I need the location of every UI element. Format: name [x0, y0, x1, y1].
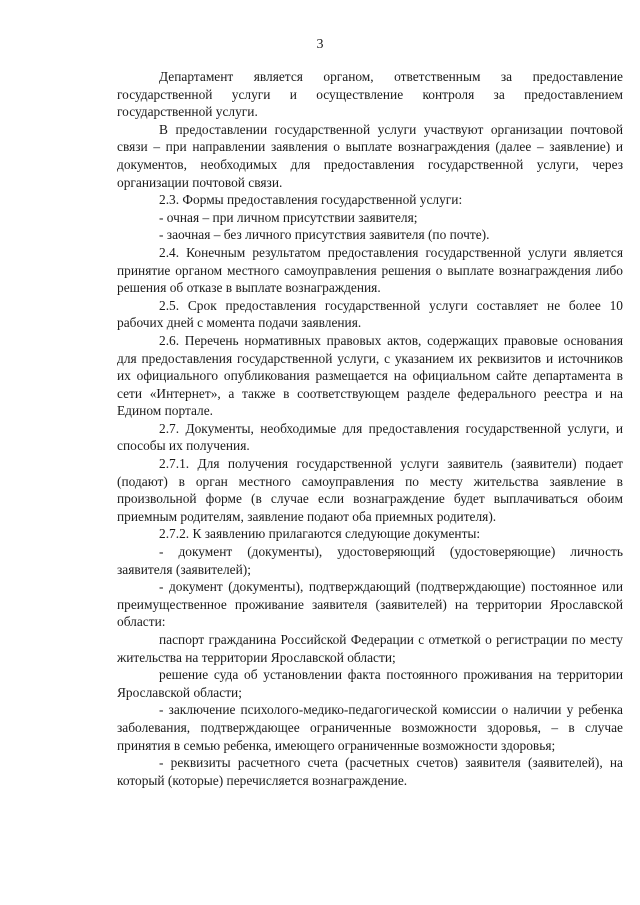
paragraph-2-4-result: 2.4. Конечным результатом предоставления государственной услуги является принятие органом местного самоуправления решения о выплате вознаграждения либо решения об отказе в выплате вознаграждения. — [117, 244, 623, 296]
list-item-pmpk-conclusion: - заключение психолого-медико-педагогической комиссии о наличии у ребенка заболевания, подтверждающее ограниченные возможности здоровья, – в случае принятия в семью ребенка, имеющего ограниченные возможности здоровья; — [117, 702, 623, 753]
paragraph-2-3-in-person: - очная – при личном присутствии заявителя; — [159, 209, 418, 225]
paragraph-postal-organizations: В предоставлении государственной услуги участвуют организации почтовой связи – при направлении заявления о выплате вознаграждения (далее – заявление) и документов, необходимых для предоставления государственной услуги, через организации почтовой связи. — [117, 121, 623, 190]
paragraph-2-3-heading: 2.3. Формы предоставления государственной услуги: — [159, 192, 463, 208]
page-number: 3 — [316, 37, 324, 52]
list-item-residence-document: - документ (документы), подтверждающий (подтверждающие) постоянное или преимущественное проживание заявителя (заявителей) на территории Ярославской области: — [117, 579, 623, 630]
paragraph-department-role: Департамент является органом, ответственным за предоставление государственной услуги и осуществление контроля за предоставлением государственной услуги. — [117, 69, 623, 120]
paragraph-2-7-1-application: 2.7.1. Для получения государственной услуги заявитель (заявители) подает (подают) в орган местного самоуправления по месту жительства заявление в произвольной форме (в случае если вознаграждение будет выплачиваться обоим приемным родителям, заявление подают оба приемных родителя). — [117, 456, 623, 524]
list-item-bank-details: - реквизиты расчетного счета (расчетных счетов) заявителя (заявителей), на который (которые) перечисляется вознаграждение. — [117, 755, 623, 788]
document-body — [117, 68, 623, 789]
list-item-court-decision: решение суда об установлении факта постоянного проживания на территории Ярославской области; — [117, 667, 623, 700]
paragraph-2-5-term: 2.5. Срок предоставления государственной услуги составляет не более 10 рабочих дней с момента подачи заявления. — [117, 297, 623, 331]
paragraph-2-6-legal-acts: 2.6. Перечень нормативных правовых актов, содержащих правовые основания для предоставления государственной услуги, с указанием их реквизитов и источников их официального опубликования размещается на официальном сайте департамента в сети «Интернет», а также в соответствующем разделе федерального реестра и на Едином портале. — [117, 332, 623, 419]
paragraph-2-7-2-attachments: 2.7.2. К заявлению прилагаются следующие документы: — [159, 526, 481, 542]
list-item-identity-document: - документ (документы), удостоверяющий (удостоверяющие) личность заявителя (заявителей); — [117, 544, 623, 577]
paragraph-2-7-documents: 2.7. Документы, необходимые для предоставления государственной услуги, и способы их получения. — [117, 420, 623, 454]
paragraph-2-3-by-mail: - заочная – без личного присутствия заявителя (по почте). — [159, 227, 490, 243]
list-item-passport: паспорт гражданина Российской Федерации с отметкой о регистрации по месту жительства на территории Ярославской области; — [117, 632, 623, 665]
